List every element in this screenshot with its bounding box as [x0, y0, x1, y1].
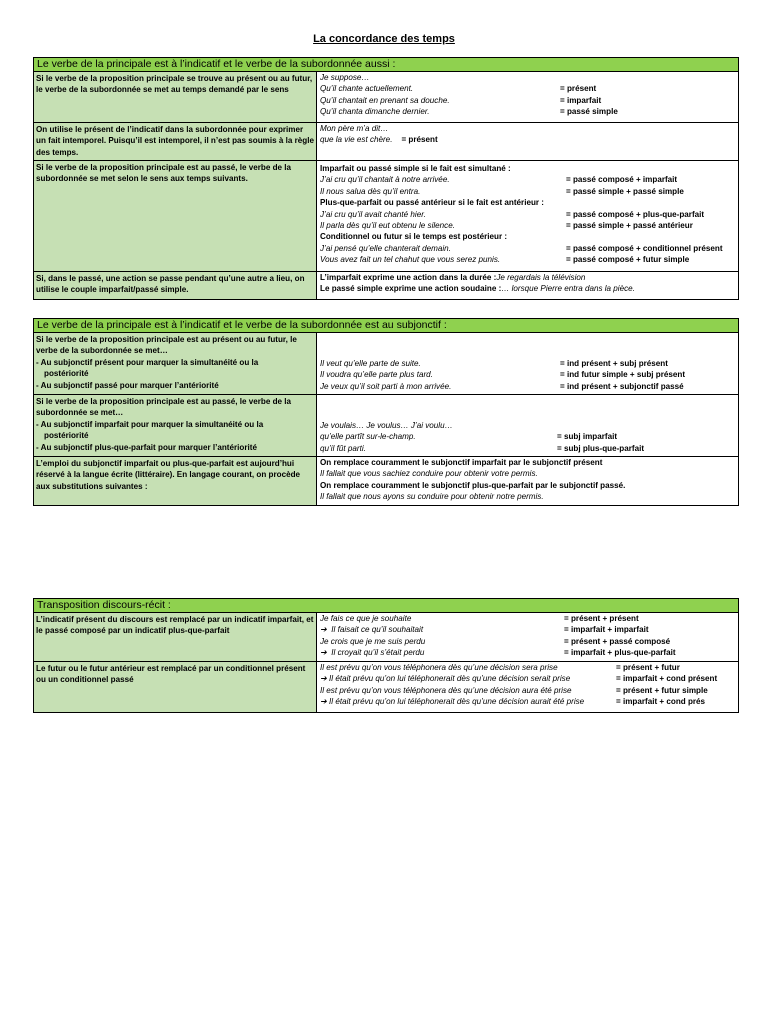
rule-label: L’imparfait exprime une action dans la durée :	[320, 273, 497, 282]
table-header: Le verbe de la principale est à l’indicatif et le verbe de la subordonnée est au subjonctif :	[34, 319, 738, 333]
sub-heading: On remplace couramment le subjonctif plus-que-parfait par le subjonctif passé.	[320, 480, 626, 490]
examples	[317, 457, 738, 505]
example-line: Il croyait qu’il s’était perdu	[331, 648, 425, 658]
example-line: Il veut qu’elle parte de suite.	[320, 359, 421, 368]
arrow-icon: ➔	[320, 648, 327, 658]
rule-text: Si le verbe de la proposition principale se trouve au présent ou au futur, le verbe de la subordonnée se met au temps demandé par le sens	[34, 72, 317, 122]
tense-label: = passé composé + plus-que-parfait	[566, 209, 705, 219]
sub-heading: Conditionnel ou futur si le temps est postérieur :	[320, 232, 508, 242]
examples	[317, 272, 738, 299]
example-line: J’ai cru qu’il chantait à notre arrivée.	[320, 175, 450, 185]
sub-heading: Plus-que-parfait ou passé antérieur si le fait est antérieur :	[320, 198, 544, 208]
example-line: Vous avez fait un tel chahut que vous serez punis.	[320, 255, 501, 265]
tense-label: = subj imparfait	[557, 432, 618, 442]
table-row	[34, 457, 738, 505]
example-line: Il fallait que vous sachiez conduire pour obtenir votre permis.	[320, 469, 538, 479]
example-line: Il était prévu qu’on lui téléphonerait dès qu’une décision serait prise	[329, 674, 571, 684]
example-line: Je voulais… Je voulus… J’ai voulu…	[320, 421, 453, 430]
tense-label: = présent	[560, 84, 597, 94]
sub-heading: Imparfait ou passé simple si le fait est simultané :	[320, 164, 511, 173]
rule-text: Si le verbe de la proposition principale est au passé, le verbe de la subordonnée se met selon le sens aux temps suivants.	[34, 161, 317, 271]
examples	[317, 333, 738, 394]
example-line: … lorsque Pierre entra dans la pièce.	[501, 284, 635, 294]
tense-label: = présent + présent	[564, 614, 639, 623]
example-line: Je veux qu’il soit parti à mon arrivée.	[320, 381, 452, 391]
sub-heading: On remplace couramment le subjonctif imparfait par le subjonctif présent	[320, 458, 603, 467]
tense-label: = imparfait + cond prés	[616, 697, 706, 707]
example-line: Il parla dès qu’il eut obtenu le silence.	[320, 220, 455, 230]
example-line: Mon père m’a dit…	[320, 124, 389, 133]
table-header: Transposition discours-récit :	[34, 599, 738, 613]
tense-label: = ind présent + subj présent	[560, 359, 668, 368]
rule-item-cont: postériorité	[44, 369, 89, 379]
arrow-icon: ➔	[320, 674, 327, 684]
rule-item: - Au subjonctif passé pour marquer l’antériorité	[36, 380, 219, 390]
table-header: Le verbe de la principale est à l’indicatif et le verbe de la subordonnée aussi :	[34, 58, 738, 72]
example-line: Qu’il chanta dimanche dernier.	[320, 107, 430, 117]
example-line: Je regardais la télévision	[496, 273, 586, 282]
examples	[317, 123, 738, 160]
examples	[317, 161, 738, 271]
tense-label: = passé composé + futur simple	[566, 255, 690, 265]
example-line: Je suppose…	[320, 73, 370, 82]
tense-label: = passé composé + imparfait	[566, 175, 678, 185]
example-line: Il est prévu qu’on vous téléphonera dès qu’une décision sera prise	[320, 663, 558, 672]
tense-label: = imparfait + plus-que-parfait	[564, 648, 676, 658]
table-row	[34, 72, 738, 123]
rule-item: - Au subjonctif plus-que-parfait pour marquer l’antériorité	[36, 442, 257, 452]
example-line: Il est prévu qu’on vous téléphonera dès qu’une décision aura été prise	[320, 685, 572, 695]
tense-label: = passé simple + passé antérieur	[566, 220, 693, 230]
tense-label: = passé simple	[560, 107, 618, 117]
rule-intro: Si le verbe de la proposition principale est au présent ou au futur, le verbe de la subordonnée se met…	[36, 335, 297, 356]
tense-label: = subj plus-que-parfait	[557, 443, 645, 453]
rule-text: L’emploi du subjonctif imparfait ou plus-que-parfait est aujourd’hui réservé à la langue écrite (littéraire). En langage courant, on procède aux substitutions suivantes :	[34, 457, 317, 505]
example-line: qu’elle partît sur-le-champ.	[320, 432, 416, 442]
rule-text	[34, 395, 317, 456]
page-title: La concordance des temps	[313, 33, 455, 45]
tense-label: = imparfait	[560, 95, 602, 105]
tense-label: = imparfait + cond présent	[616, 674, 718, 684]
example-line: que la vie est chère.	[320, 135, 393, 145]
table-row	[34, 613, 738, 662]
examples	[317, 662, 738, 712]
table-row	[34, 333, 738, 395]
tense-label	[560, 72, 735, 83]
tense-label: = présent + futur	[616, 663, 680, 672]
arrow-icon: ➔	[320, 625, 327, 635]
examples	[317, 72, 738, 122]
example-line: Qu’il chante actuellement.	[320, 84, 414, 94]
tense-label: = présent + futur simple	[616, 685, 708, 695]
table-row	[34, 395, 738, 457]
table-transposition	[33, 598, 739, 713]
example-line: Il était prévu qu’on lui téléphonerait dès qu’une décision aurait été prise	[329, 697, 585, 707]
example-line: J’ai pensé qu’elle chanterait demain.	[320, 243, 451, 253]
tense-label: = passé composé + conditionnel présent	[566, 243, 723, 253]
tense-label: = ind futur simple + subj présent	[560, 370, 686, 380]
example-line: Il faisait ce qu’il souhaitait	[331, 625, 424, 635]
table-row	[34, 272, 738, 299]
examples	[317, 395, 738, 456]
example-line: J’ai cru qu’il avait chanté hier.	[320, 209, 426, 219]
tense-label: = présent	[401, 135, 438, 145]
table-row	[34, 123, 738, 161]
example-line: Il fallait que nous ayons su conduire pour obtenir notre permis.	[320, 492, 544, 502]
tense-label: = passé simple + passé simple	[566, 186, 684, 196]
rule-item: - Au subjonctif imparfait pour marquer la simultanéité ou la	[36, 419, 264, 429]
rule-text: Le futur ou le futur antérieur est remplacé par un conditionnel présent ou un conditionnel passé	[34, 662, 317, 712]
rule-text	[34, 333, 317, 394]
examples	[317, 613, 738, 661]
rule-item-cont: postériorité	[44, 431, 89, 441]
rule-label: Le passé simple exprime une action soudaine :	[320, 284, 502, 294]
example-line: qu’il fût parti.	[320, 443, 366, 453]
rule-text: L’indicatif présent du discours est remplacé par un indicatif imparfait, et le passé composé par un indicatif plus-que-parfait	[34, 613, 317, 661]
rule-item: - Au subjonctif présent pour marquer la simultanéité ou la	[36, 357, 259, 367]
tense-label: = présent + passé composé	[564, 636, 671, 646]
example-line: Je crois que je me suis perdu	[320, 636, 426, 646]
rule-intro: Si le verbe de la proposition principale est au passé, le verbe de la subordonnée se met…	[36, 397, 292, 418]
tense-label: = ind présent + subjonctif passé	[560, 381, 684, 391]
example-line: Qu’il chantait en prenant sa douche.	[320, 95, 450, 105]
table-indicatif-indicatif	[33, 57, 739, 300]
example-line: Il voudra qu’elle parte plus tard.	[320, 370, 433, 380]
rule-text: Si, dans le passé, une action se passe pendant qu’une autre a lieu, on utilise le couple imparfait/passé simple.	[34, 272, 317, 299]
rule-text: On utilise le présent de l’indicatif dans la subordonnée pour exprimer un fait intemporel. Puisqu’il est intemporel, il n’est pas soumis à la règle des temps.	[34, 123, 317, 160]
tense-label: = imparfait + imparfait	[564, 625, 649, 635]
table-indicatif-subjonctif	[33, 318, 739, 506]
table-row	[34, 662, 738, 712]
example-line: Je fais ce que je souhaite	[320, 614, 412, 623]
table-row	[34, 161, 738, 272]
arrow-icon: ➔	[320, 697, 327, 707]
example-line: Il nous salua dès qu’il entra.	[320, 186, 421, 196]
